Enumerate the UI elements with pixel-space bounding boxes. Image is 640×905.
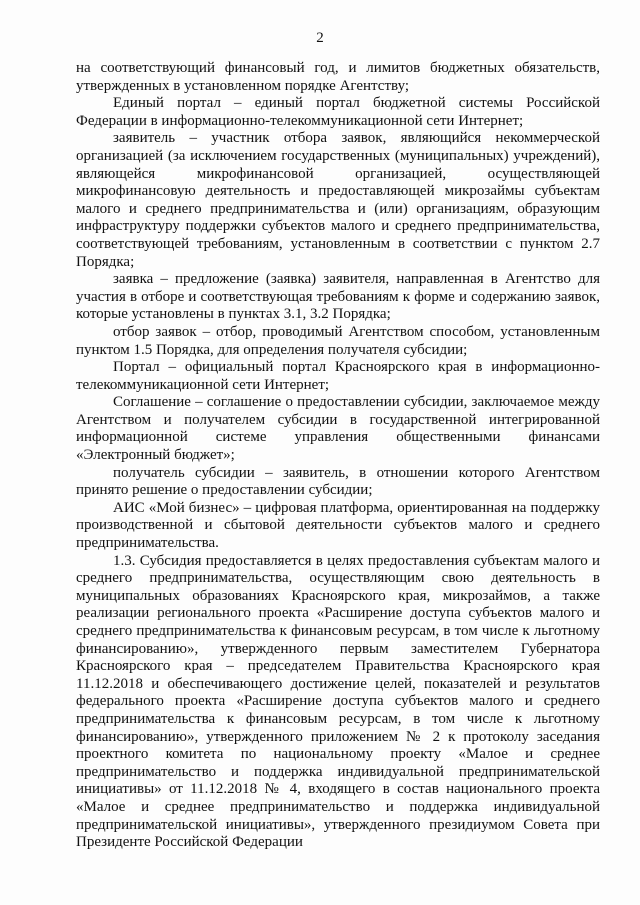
paragraph-ais: АИС «Мой бизнес» – цифровая платформа, ориентированная на поддержку производственной и сбытовой деятельности субъектов малого и среднего предпринимательства. bbox=[76, 499, 600, 552]
paragraph-recipient: получатель субсидии – заявитель, в отношении которого Агентством принято решение о предоставлении субсидии; bbox=[76, 464, 600, 499]
paragraph-continuation: на соответствующий финансовый год, и лимитов бюджетных обязательств, утвержденных в установленном порядке Агентству; bbox=[76, 60, 600, 94]
paragraph-application: заявка – предложение (заявка) заявителя, направленная в Агентство для участия в отборе и соответствующая требованиям к форме и содержанию заявок, которые установлены в пунктах 3.1, 3.2 Порядка; bbox=[76, 271, 600, 323]
paragraph-agreement: Соглашение – соглашение о предоставлении субсидии, заключаемое между Агентством и получателем субсидии в государственной интегрированной информационной системе управления общественными финансами «Электронный бюджет»; bbox=[76, 394, 600, 464]
paragraph-section-1-3: 1.3. Субсидия предоставляется в целях предоставления субъектам малого и среднего предпринимательства, осуществляющим свою деятельность в муниципальных образованиях Красноярского края, микрозаймов, а также реализации регионального проекта «Расширение доступа субъектов малого и среднего предпринимательства к финансовым ресурсам, в том числе к льготному финансированию», утвержденного первым заместителем Губернатора Красноярского края – председателем Правительства Красноярского края 11.12.2018 и обеспечивающего достижение целей, показателей и результатов федерального проекта «Расширение доступа субъектов малого и среднего предпринимательства к финансовым ресурсам, в том числе к льготному финансированию», утвержденного приложением № 2 к протоколу заседания проектного комитета по национальному проекту «Малое и среднее предпринимательство и поддержка индивидуальной предпринимательской инициативы» от 11.12.2018 № 4, входящего в состав национального проекта «Малое и среднее предпринимательство и поддержка индивидуальной предпринимательской инициативы», утвержденного президиумом Совета при Президенте Российской Федерации bbox=[76, 552, 600, 851]
paragraph-applicant: заявитель – участник отбора заявок, являющийся некоммерческой организацией (за исключением государственных (муниципальных) учреждений), являющейся микрофинансовой организацией, осуществляющей микрофинансовую деятельность и предоставляющей микрозаймы субъектам малого и среднего предпринимательства и (или) организациям, образующим инфраструктуру поддержки субъектов малого и среднего предпринимательства, соответствующей требованиям, установленным в соответствии с пунктом 2.7 Порядка; bbox=[76, 130, 600, 270]
document-body bbox=[76, 60, 600, 852]
paragraph-selection: отбор заявок – отбор, проводимый Агентством способом, установленным пунктом 1.5 Порядка, для определения получателя субсидии; bbox=[76, 323, 600, 358]
paragraph-portal: Портал – официальный портал Красноярского края в информационно-телекоммуникационной сети Интернет; bbox=[76, 359, 600, 393]
paragraph-unified-portal: Единый портал – единый портал бюджетной системы Российской Федерации в информационно-телекоммуникационной сети Интернет; bbox=[76, 95, 600, 129]
page-number: 2 bbox=[316, 30, 324, 46]
